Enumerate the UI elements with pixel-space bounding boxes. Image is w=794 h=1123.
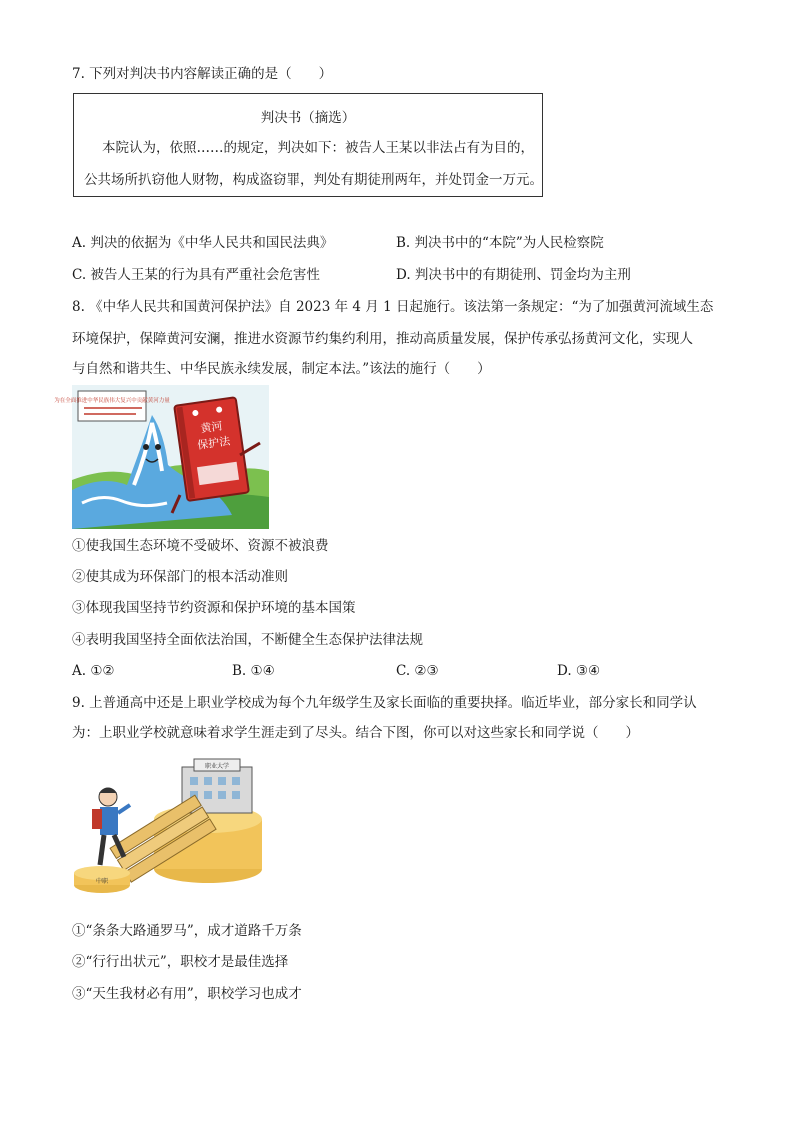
base-label: 中职 bbox=[95, 878, 109, 885]
verdict-line-1: 本院认为，依照……的规定，判决如下：被告人王某以非法占有为目的， bbox=[102, 140, 534, 156]
q7-option-c: C. 被告人王某的行为具有严重社会危害性 bbox=[72, 267, 320, 283]
q7-option-d: D. 判决书中的有期徒刑、罚金均为主刑 bbox=[396, 267, 631, 283]
verdict-line-2: 公共场所扒窃他人财物，构成盗窃罪，判处有期徒刑两年，并处罚金一万元。 bbox=[84, 172, 543, 188]
q8-item-1: ①使我国生态环境不受破坏、资源不被浪费 bbox=[72, 538, 329, 554]
sign-text: 为在全面推进中华民族伟大复兴中贡献黄河力量 bbox=[54, 398, 170, 404]
q8-choice-c: C. ②③ bbox=[396, 663, 439, 679]
book-title-1: 黄河 bbox=[199, 419, 224, 436]
yellow-river-law-cartoon bbox=[54, 385, 269, 529]
q7-option-b: B. 判决书中的“本院”为人民检察院 bbox=[396, 235, 604, 251]
book-title-2: 保护法 bbox=[196, 434, 232, 452]
q9-item-1: ①“条条大路通罗马”，成才道路千万条 bbox=[72, 923, 302, 939]
q7-stem: 7. 下列对判决书内容解读正确的是（ ） bbox=[72, 66, 333, 82]
q9-stem-line-2: 为：上职业学校就意味着求学生涯走到了尽头。结合下图，你可以对这些家长和同学说（ ） bbox=[72, 725, 639, 741]
q8-item-4: ④表明我国坚持全面依法治国，不断健全生态保护法律法规 bbox=[72, 632, 423, 648]
q8-stem-line-3: 与自然和谐共生、中华民族永续发展，制定本法。”该法的施行（ ） bbox=[72, 361, 491, 377]
q9-item-2: ②“行行出状元”，职校才是最佳选择 bbox=[72, 954, 289, 970]
q9-stem-line-1: 9. 上普通高中还是上职业学校成为每个九年级学生及家长面临的重要抉择。临近毕业，部分家长和同学认 bbox=[72, 695, 697, 711]
q8-item-2: ②使其成为环保部门的根本活动准则 bbox=[72, 569, 288, 585]
q8-choice-a: A. ①② bbox=[72, 663, 115, 679]
q7-option-a: A. 判决的依据为《中华人民共和国民法典》 bbox=[72, 235, 334, 251]
verdict-title: 判决书（摘选） bbox=[260, 110, 356, 126]
q8-choice-d: D. ③④ bbox=[557, 663, 601, 679]
q8-item-3: ③体现我国坚持节约资源和保护环境的基本国策 bbox=[72, 600, 356, 616]
q8-choice-b: B. ①④ bbox=[232, 663, 275, 679]
verdict-box bbox=[73, 93, 543, 197]
career-path-cartoon bbox=[72, 757, 264, 900]
q8-stem-line-1: 8. 《中华人民共和国黄河保护法》自 2023 年 4 月 1 日起施行。该法第一条规定：“为了加强黄河流域生态 bbox=[72, 299, 714, 315]
q9-item-3: ③“天生我材必有用”，职校学习也成才 bbox=[72, 986, 302, 1002]
building-label: 职业大学 bbox=[204, 763, 230, 770]
q8-stem-line-2: 环境保护，保障黄河安澜，推进水资源节约集约利用，推动高质量发展，保护传承弘扬黄河文化，实现人 bbox=[72, 331, 693, 347]
